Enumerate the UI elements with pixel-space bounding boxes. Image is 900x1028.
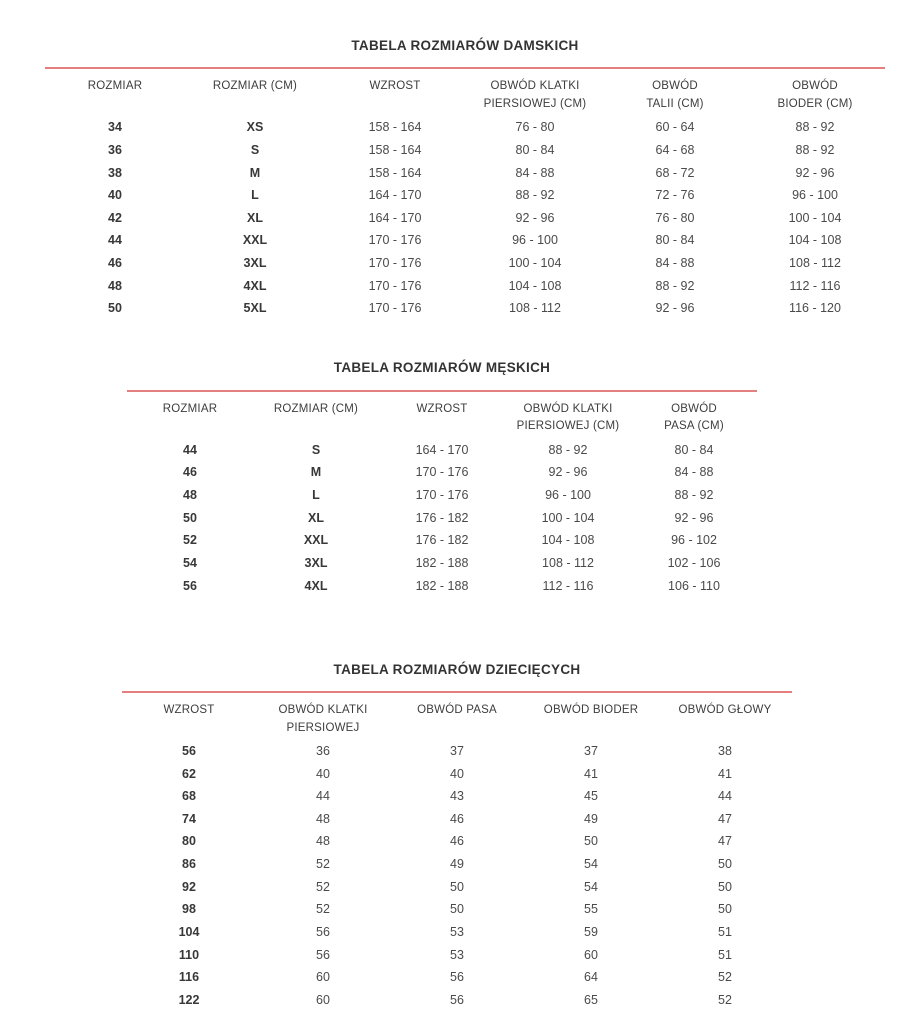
cell: 51 <box>718 924 732 939</box>
cell: 88 - 92 <box>674 488 714 502</box>
table-row <box>127 485 757 508</box>
cell: 47 <box>718 834 732 849</box>
cell: 54 <box>584 879 598 894</box>
cell: 80 - 84 <box>655 233 695 248</box>
cell: 34 <box>108 120 122 135</box>
cell: 40 <box>316 766 330 781</box>
cell: 96 - 100 <box>792 188 838 203</box>
table-row <box>122 989 792 1012</box>
cell: 52 <box>316 879 330 894</box>
cell: 60 - 64 <box>655 120 695 135</box>
table-row <box>122 921 792 944</box>
cell: 80 - 84 <box>515 142 555 157</box>
cell: 56 <box>450 970 464 985</box>
cell: 84 - 88 <box>515 165 555 180</box>
cell: 100 - 104 <box>788 210 842 225</box>
cell: 50 <box>108 301 122 316</box>
table-row <box>45 253 885 276</box>
table-row <box>122 876 792 899</box>
cell: 54 <box>183 555 197 570</box>
table-row <box>122 944 792 967</box>
cell: 52 <box>718 970 732 985</box>
cell: 96 - 100 <box>512 233 558 248</box>
cell: 122 <box>178 992 200 1007</box>
cell: 68 <box>182 789 196 804</box>
column-header: OBWÓD BIODER (CM) <box>777 80 853 110</box>
table-row <box>122 831 792 854</box>
cell: 56 <box>450 992 464 1007</box>
men-size-table <box>127 399 757 598</box>
cell: 50 <box>718 879 732 894</box>
cell: 65 <box>584 992 598 1007</box>
cell: 48 <box>183 488 197 502</box>
cell: 76 - 80 <box>655 210 695 225</box>
men-size-table-section <box>127 360 757 597</box>
cell: 92 - 96 <box>548 465 588 480</box>
cell: 170 - 176 <box>368 278 422 293</box>
cell: 88 - 92 <box>548 442 588 457</box>
cell: 88 - 92 <box>795 120 835 135</box>
column-header: OBWÓD GŁOWY <box>678 703 772 716</box>
cell: 88 - 92 <box>515 188 555 203</box>
table-row <box>122 786 792 809</box>
cell: 88 - 92 <box>655 278 695 293</box>
table-row <box>45 162 885 185</box>
cell: L <box>312 488 320 502</box>
cell: 164 - 170 <box>368 188 422 203</box>
table-row <box>127 439 757 462</box>
cell: 98 <box>182 902 196 917</box>
cell: M <box>310 465 322 480</box>
cell: 46 <box>183 465 197 480</box>
table-row <box>122 899 792 922</box>
column-header: ROZMIAR (CM) <box>273 402 359 415</box>
cell: XL <box>308 510 324 525</box>
cell: 53 <box>450 947 464 962</box>
cell: 86 <box>182 857 196 872</box>
cell: 36 <box>108 142 122 157</box>
column-header: ROZMIAR (CM) <box>212 80 298 93</box>
cell: 50 <box>183 510 197 525</box>
cell: 41 <box>584 766 598 781</box>
women-table-title: TABELA ROZMIARÓW DAMSKICH <box>351 38 579 53</box>
cell: 51 <box>718 947 732 962</box>
cell: 38 <box>108 165 122 180</box>
cell: 54 <box>584 857 598 872</box>
cell: 52 <box>316 857 330 872</box>
cell: 80 <box>182 834 196 849</box>
cell: 182 - 188 <box>415 555 469 570</box>
cell: XXL <box>242 233 268 248</box>
header-row <box>45 76 885 117</box>
cell: 110 <box>178 947 200 962</box>
cell: 41 <box>718 766 732 781</box>
cell: 5XL <box>243 301 267 316</box>
children-size-table <box>122 700 792 1012</box>
table-row <box>122 740 792 763</box>
cell: 100 - 104 <box>508 256 562 271</box>
cell: XL <box>247 210 263 225</box>
cell: 53 <box>450 924 464 939</box>
children-table-title: TABELA ROZMIARÓW DZIECIĘCYCH <box>333 661 581 677</box>
cell: 56 <box>316 947 330 962</box>
cell: 112 - 116 <box>789 278 841 293</box>
table-row <box>45 207 885 230</box>
cell: 50 <box>450 902 464 917</box>
cell: 84 - 88 <box>655 256 695 271</box>
men-table-title: TABELA ROZMIARÓW MĘSKICH <box>333 360 551 376</box>
column-header: OBWÓD KLATKI PIERSIOWEJ (CM) <box>483 80 587 110</box>
cell: 40 <box>108 188 122 203</box>
table-row <box>45 298 885 321</box>
cell: 60 <box>316 970 330 985</box>
cell: 52 <box>316 902 330 917</box>
column-header: OBWÓD KLATKI PIERSIOWEJ <box>278 703 368 734</box>
cell: 47 <box>718 811 732 826</box>
cell: L <box>251 188 259 203</box>
cell: 49 <box>584 811 598 826</box>
table-row <box>45 275 885 298</box>
children-size-table-section <box>122 662 792 1012</box>
cell: 170 - 176 <box>415 465 469 480</box>
children-table-body <box>122 740 792 1012</box>
table-row <box>45 185 885 208</box>
cell: 48 <box>316 811 330 826</box>
cell: 50 <box>584 834 598 849</box>
cell: 56 <box>182 743 196 758</box>
column-header: OBWÓD PASA (CM) <box>664 402 724 433</box>
cell: 92 - 96 <box>515 210 555 225</box>
children-table-header <box>122 700 792 741</box>
cell: 116 - 120 <box>789 301 841 316</box>
cell: 76 - 80 <box>515 120 555 135</box>
table-row <box>122 808 792 831</box>
cell: 36 <box>316 743 330 758</box>
cell: 52 <box>718 992 732 1007</box>
cell: XXL <box>303 533 329 548</box>
cell: 72 - 76 <box>655 188 695 203</box>
column-header: WZROST <box>416 402 468 415</box>
cell: 74 <box>182 811 196 826</box>
table-row <box>45 230 885 253</box>
table-row <box>127 462 757 485</box>
cell: 104 <box>178 924 200 939</box>
cell: S <box>250 142 260 157</box>
table-row <box>122 854 792 877</box>
cell: 46 <box>450 834 464 849</box>
women-size-table <box>45 76 885 320</box>
table-row <box>45 139 885 162</box>
cell: 38 <box>718 743 732 758</box>
cell: 4XL <box>243 278 267 293</box>
women-table-body <box>45 117 885 321</box>
cell: XS <box>246 120 264 135</box>
cell: S <box>311 442 321 457</box>
column-header: OBWÓD BIODER <box>543 703 639 716</box>
cell: 55 <box>584 902 598 917</box>
cell: 37 <box>584 743 598 758</box>
column-header: ROZMIAR <box>162 402 218 415</box>
cell: 164 - 170 <box>415 442 469 457</box>
header-row <box>122 700 792 741</box>
cell: 60 <box>316 992 330 1007</box>
cell: 88 - 92 <box>795 142 835 157</box>
column-header: OBWÓD PASA <box>417 703 497 716</box>
cell: 64 - 68 <box>655 142 695 157</box>
cell: 104 - 108 <box>541 533 595 548</box>
cell: 46 <box>108 256 122 271</box>
cell: 112 - 116 <box>542 578 594 593</box>
cell: 62 <box>182 766 196 781</box>
cell: 170 - 176 <box>368 256 422 271</box>
cell: 46 <box>450 811 464 826</box>
cell: 68 - 72 <box>655 165 695 180</box>
cell: 56 <box>183 578 197 593</box>
cell: 158 - 164 <box>368 165 422 180</box>
cell: 116 <box>178 970 200 985</box>
cell: 49 <box>450 857 464 872</box>
cell: 37 <box>450 743 464 758</box>
cell: 108 - 112 <box>789 256 841 271</box>
children-title-underline <box>122 691 792 693</box>
cell: 44 <box>183 442 197 457</box>
header-row <box>127 399 757 440</box>
table-row <box>45 117 885 140</box>
cell: 44 <box>108 233 122 248</box>
cell: 170 - 176 <box>415 488 469 502</box>
cell: 44 <box>316 789 330 804</box>
cell: 102 - 106 <box>667 555 721 570</box>
table-row <box>122 967 792 990</box>
cell: 3XL <box>243 256 267 271</box>
cell: 64 <box>584 970 598 985</box>
cell: 96 - 102 <box>671 533 717 548</box>
cell: 106 - 110 <box>668 578 720 593</box>
table-row <box>122 763 792 786</box>
column-header: OBWÓD TALII (CM) <box>646 80 704 110</box>
cell: 3XL <box>304 555 328 570</box>
men-title-underline <box>127 390 757 392</box>
cell: 104 - 108 <box>788 233 842 248</box>
cell: 108 - 112 <box>542 555 594 570</box>
men-table-body <box>127 439 757 597</box>
women-title-underline <box>45 67 885 69</box>
cell: 59 <box>584 924 598 939</box>
cell: 158 - 164 <box>368 120 422 135</box>
cell: 48 <box>316 834 330 849</box>
cell: 182 - 188 <box>415 578 469 593</box>
cell: 45 <box>584 789 598 804</box>
women-size-table-section <box>45 0 885 320</box>
cell: 43 <box>450 789 464 804</box>
column-header: WZROST <box>163 703 215 716</box>
cell: 44 <box>718 789 732 804</box>
cell: 176 - 182 <box>415 510 469 525</box>
cell: 60 <box>584 947 598 962</box>
cell: 104 - 108 <box>508 278 562 293</box>
table-row <box>127 552 757 575</box>
cell: 100 - 104 <box>541 510 595 525</box>
cell: 52 <box>183 533 197 548</box>
cell: 40 <box>450 766 464 781</box>
column-header: OBWÓD KLATKI PIERSIOWEJ (CM) <box>516 402 620 433</box>
cell: 170 - 176 <box>368 301 422 316</box>
cell: 56 <box>316 924 330 939</box>
column-header: ROZMIAR <box>87 80 143 93</box>
cell: 92 <box>182 879 196 894</box>
cell: 176 - 182 <box>415 533 469 548</box>
cell: 158 - 164 <box>368 142 422 157</box>
cell: 50 <box>718 857 732 872</box>
cell: 50 <box>450 879 464 894</box>
cell: 164 - 170 <box>368 210 422 225</box>
cell: 92 - 96 <box>674 510 714 525</box>
cell: 48 <box>108 278 122 293</box>
cell: 96 - 100 <box>545 488 591 502</box>
table-row <box>127 575 757 598</box>
cell: 50 <box>718 902 732 917</box>
cell: 92 - 96 <box>655 301 695 316</box>
women-table-header <box>45 76 885 117</box>
cell: 42 <box>108 210 122 225</box>
cell: 80 - 84 <box>674 442 714 457</box>
cell: 170 - 176 <box>368 233 422 248</box>
column-header: WZROST <box>369 80 421 93</box>
cell: M <box>249 165 261 180</box>
cell: 4XL <box>304 578 328 593</box>
cell: 84 - 88 <box>674 465 714 480</box>
table-row <box>127 507 757 530</box>
table-row <box>127 530 757 553</box>
cell: 92 - 96 <box>795 165 835 180</box>
cell: 108 - 112 <box>509 301 561 316</box>
men-table-header <box>127 399 757 440</box>
